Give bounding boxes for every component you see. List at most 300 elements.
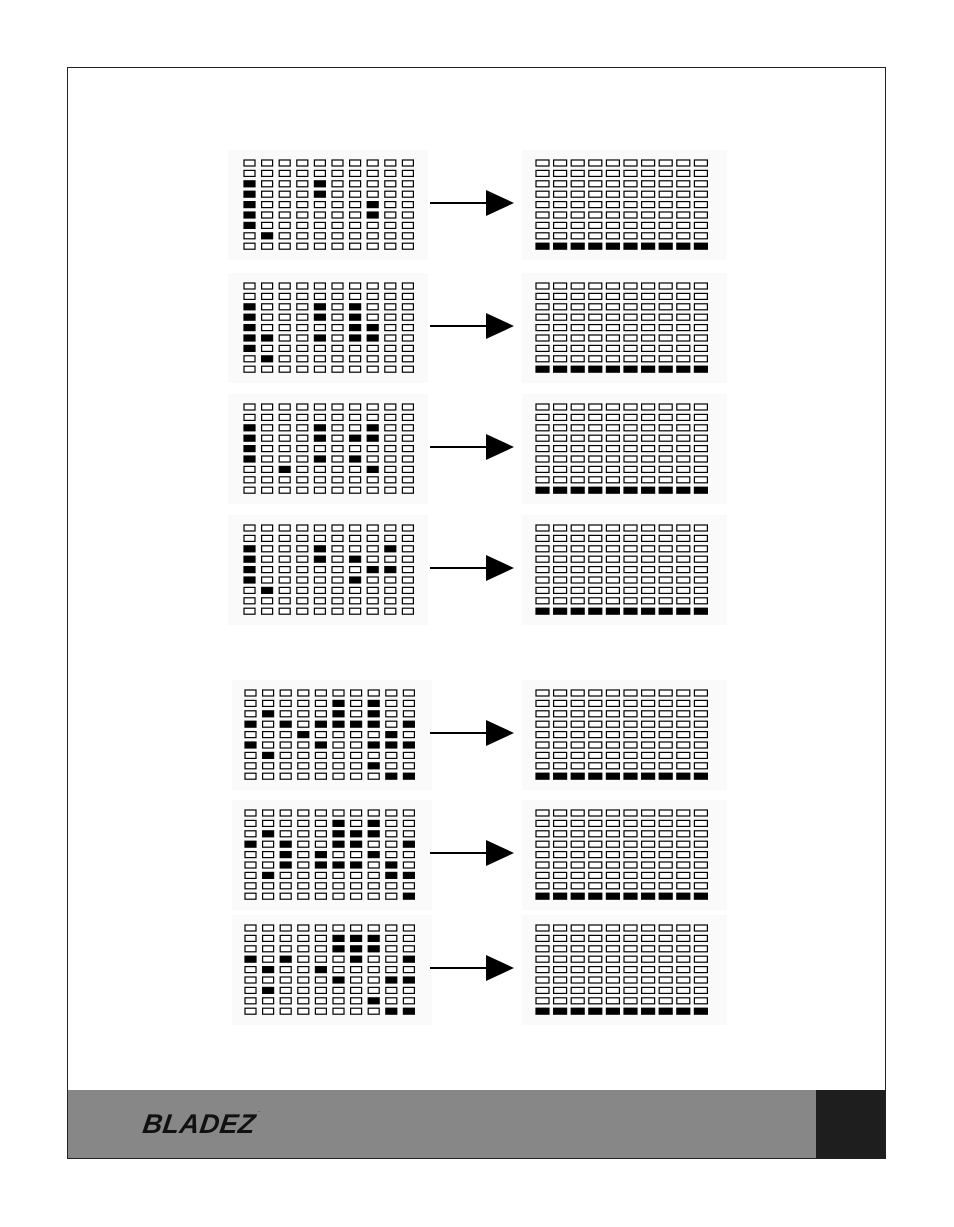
led-cell-off bbox=[280, 700, 291, 706]
led-cell-off bbox=[280, 872, 291, 878]
led-cell-off bbox=[245, 711, 256, 717]
led-cell-off bbox=[571, 212, 584, 218]
led-cell-off bbox=[332, 556, 343, 562]
led-cell-off bbox=[536, 222, 549, 228]
led-cell-off bbox=[245, 752, 256, 758]
led-cell-off bbox=[677, 998, 690, 1004]
led-cell-off bbox=[554, 314, 567, 320]
led-cell-on bbox=[386, 977, 397, 983]
led-cell-off bbox=[350, 598, 361, 604]
led-cell-off bbox=[606, 721, 619, 727]
led-cell-off bbox=[385, 456, 396, 462]
led-cell-off bbox=[262, 293, 273, 299]
led-cell-off bbox=[315, 872, 326, 878]
led-cell-off bbox=[571, 345, 584, 351]
led-cell-off bbox=[332, 525, 343, 531]
led-cell-off bbox=[642, 820, 655, 826]
led-cell-off bbox=[297, 293, 308, 299]
led-cell-off bbox=[315, 752, 326, 758]
led-cell-off bbox=[606, 466, 619, 472]
led-cell-off bbox=[386, 721, 397, 727]
led-cell-off bbox=[333, 732, 344, 738]
led-cell-off bbox=[694, 752, 707, 758]
led-cell-off bbox=[350, 425, 361, 431]
led-cell-off bbox=[263, 700, 274, 706]
led-cell-off bbox=[368, 977, 379, 983]
led-cell-off bbox=[589, 872, 602, 878]
led-cell-on bbox=[403, 977, 414, 983]
led-cell-off bbox=[606, 425, 619, 431]
led-cell-off bbox=[314, 366, 325, 372]
led-cell-on bbox=[368, 831, 379, 837]
led-cell-off bbox=[694, 831, 707, 837]
led-cell-off bbox=[659, 567, 672, 573]
led-cell-off bbox=[694, 872, 707, 878]
led-cell-on bbox=[244, 446, 255, 452]
led-cell-off bbox=[351, 852, 362, 858]
led-cell-off bbox=[297, 170, 308, 176]
led-cell-on bbox=[571, 243, 584, 249]
led-cell-off bbox=[297, 477, 308, 483]
led-cell-off bbox=[245, 893, 256, 899]
led-cell-off bbox=[279, 414, 290, 420]
led-cell-off bbox=[554, 283, 567, 289]
led-cell-off bbox=[694, 191, 707, 197]
led-cell-on bbox=[694, 487, 707, 493]
led-cell-on bbox=[314, 456, 325, 462]
led-cell-off bbox=[536, 212, 549, 218]
led-cell-off bbox=[536, 435, 549, 441]
led-cell-off bbox=[386, 700, 397, 706]
led-cell-on bbox=[350, 556, 361, 562]
led-cell-off bbox=[606, 325, 619, 331]
led-cell-off bbox=[298, 752, 309, 758]
led-cell-off bbox=[263, 1008, 274, 1014]
led-cell-off bbox=[694, 293, 707, 299]
led-cell-on bbox=[262, 233, 273, 239]
led-cell-off bbox=[624, 293, 637, 299]
led-cell-on bbox=[659, 608, 672, 614]
led-cell-off bbox=[297, 283, 308, 289]
led-cell-off bbox=[624, 304, 637, 310]
led-cell-on bbox=[536, 893, 549, 899]
led-cell-off bbox=[536, 233, 549, 239]
led-cell-off bbox=[694, 577, 707, 583]
led-cell-off bbox=[571, 831, 584, 837]
led-cell-off bbox=[571, 283, 584, 289]
led-cell-off bbox=[385, 345, 396, 351]
led-cell-on bbox=[244, 212, 255, 218]
led-cell-off bbox=[350, 567, 361, 573]
led-cell-off bbox=[262, 414, 273, 420]
led-cell-off bbox=[367, 446, 378, 452]
led-cell-off bbox=[571, 711, 584, 717]
led-cell-off bbox=[642, 335, 655, 341]
led-cell-off bbox=[386, 925, 397, 931]
led-cell-on bbox=[659, 243, 672, 249]
led-cell-off bbox=[571, 987, 584, 993]
led-cell-off bbox=[589, 233, 602, 239]
led-cell-on bbox=[263, 752, 274, 758]
led-cell-off bbox=[642, 752, 655, 758]
led-cell-off bbox=[315, 987, 326, 993]
led-cell-off bbox=[350, 525, 361, 531]
led-cell-off bbox=[263, 977, 274, 983]
led-cell-off bbox=[333, 690, 344, 696]
led-cell-on bbox=[350, 435, 361, 441]
led-cell-off bbox=[332, 222, 343, 228]
led-cell-off bbox=[332, 160, 343, 166]
led-cell-off bbox=[606, 925, 619, 931]
led-cell-on bbox=[403, 956, 414, 962]
led-cell-off bbox=[589, 446, 602, 452]
led-cell-off bbox=[368, 1008, 379, 1014]
led-cell-off bbox=[244, 487, 255, 493]
led-cell-off bbox=[314, 414, 325, 420]
led-cell-off bbox=[245, 883, 256, 889]
led-cell-off bbox=[606, 435, 619, 441]
led-cell-off bbox=[245, 1008, 256, 1014]
led-cell-off bbox=[315, 773, 326, 779]
led-cell-off bbox=[298, 1008, 309, 1014]
led-cell-off bbox=[571, 935, 584, 941]
led-cell-off bbox=[368, 773, 379, 779]
led-cell-off bbox=[280, 831, 291, 837]
led-cell-off bbox=[624, 852, 637, 858]
led-cell-on bbox=[333, 862, 344, 868]
led-cell-off bbox=[642, 345, 655, 351]
led-cell-off bbox=[624, 325, 637, 331]
led-cell-off bbox=[589, 435, 602, 441]
led-cell-off bbox=[589, 466, 602, 472]
led-cell-on bbox=[386, 862, 397, 868]
led-cell-on bbox=[606, 366, 619, 372]
led-cell-off bbox=[350, 345, 361, 351]
led-cell-off bbox=[659, 883, 672, 889]
led-cell-off bbox=[245, 872, 256, 878]
led-cell-off bbox=[402, 345, 413, 351]
led-cell-on bbox=[624, 773, 637, 779]
led-cell-on bbox=[333, 700, 344, 706]
led-cell-off bbox=[297, 160, 308, 166]
led-cell-off bbox=[554, 456, 567, 462]
led-cell-off bbox=[333, 752, 344, 758]
led-cell-on bbox=[314, 435, 325, 441]
led-cell-off bbox=[314, 404, 325, 410]
led-cell-off bbox=[624, 435, 637, 441]
led-cell-off bbox=[385, 243, 396, 249]
led-cell-off bbox=[554, 477, 567, 483]
led-cell-off bbox=[571, 446, 584, 452]
led-cell-off bbox=[677, 293, 690, 299]
led-cell-off bbox=[677, 742, 690, 748]
led-cell-off bbox=[606, 222, 619, 228]
led-cell-off bbox=[403, 998, 414, 1004]
led-cell-off bbox=[694, 466, 707, 472]
led-cell-off bbox=[677, 233, 690, 239]
led-cell-off bbox=[606, 170, 619, 176]
led-cell-off bbox=[536, 732, 549, 738]
led-cell-off bbox=[677, 711, 690, 717]
led-cell-off bbox=[554, 956, 567, 962]
led-cell-off bbox=[351, 977, 362, 983]
led-cell-off bbox=[642, 721, 655, 727]
led-cell-off bbox=[262, 446, 273, 452]
led-cell-off bbox=[386, 690, 397, 696]
led-cell-on bbox=[642, 893, 655, 899]
arrow-right-icon bbox=[486, 955, 514, 981]
led-cell-off bbox=[694, 732, 707, 738]
led-cell-off bbox=[536, 831, 549, 837]
diagram-row bbox=[228, 394, 727, 504]
led-cell-on bbox=[589, 893, 602, 899]
led-cell-off bbox=[297, 466, 308, 472]
led-cell-on bbox=[315, 862, 326, 868]
led-cell-off bbox=[315, 925, 326, 931]
led-cell-off bbox=[536, 883, 549, 889]
led-cell-off bbox=[536, 820, 549, 826]
led-cell-off bbox=[297, 222, 308, 228]
led-cell-off bbox=[677, 763, 690, 769]
led-cell-off bbox=[402, 425, 413, 431]
led-cell-on bbox=[244, 202, 255, 208]
led-cell-off bbox=[589, 191, 602, 197]
led-cell-off bbox=[280, 998, 291, 1004]
led-cell-off bbox=[262, 477, 273, 483]
led-cell-on bbox=[244, 577, 255, 583]
led-cell-off bbox=[350, 587, 361, 593]
led-cell-off bbox=[403, 852, 414, 858]
led-cell-off bbox=[297, 233, 308, 239]
led-cell-on bbox=[403, 841, 414, 847]
led-cell-on bbox=[368, 820, 379, 826]
led-cell-off bbox=[694, 335, 707, 341]
led-cell-off bbox=[624, 742, 637, 748]
led-cell-off bbox=[298, 893, 309, 899]
led-cell-off bbox=[402, 160, 413, 166]
led-cell-off bbox=[298, 841, 309, 847]
led-cell-off bbox=[386, 763, 397, 769]
led-cell-off bbox=[385, 222, 396, 228]
led-cell-off bbox=[606, 841, 619, 847]
led-cell-off bbox=[554, 335, 567, 341]
led-cell-on bbox=[624, 893, 637, 899]
led-cell-off bbox=[262, 425, 273, 431]
led-cell-on bbox=[333, 711, 344, 717]
led-cell-off bbox=[350, 181, 361, 187]
led-cell-off bbox=[263, 841, 274, 847]
led-cell-off bbox=[244, 414, 255, 420]
led-cell-off bbox=[536, 181, 549, 187]
led-cell-off bbox=[332, 243, 343, 249]
led-cell-off bbox=[642, 732, 655, 738]
led-cell-off bbox=[297, 414, 308, 420]
led-cell-off bbox=[279, 446, 290, 452]
led-cell-off bbox=[571, 732, 584, 738]
led-cell-off bbox=[245, 763, 256, 769]
led-cell-off bbox=[536, 170, 549, 176]
led-cell-off bbox=[624, 356, 637, 362]
led-cell-off bbox=[642, 925, 655, 931]
led-cell-off bbox=[351, 763, 362, 769]
led-cell-off bbox=[350, 283, 361, 289]
led-cell-off bbox=[606, 456, 619, 462]
led-cell-off bbox=[315, 763, 326, 769]
led-cell-off bbox=[659, 946, 672, 952]
led-cell-off bbox=[402, 435, 413, 441]
led-cell-off bbox=[367, 404, 378, 410]
led-cell-off bbox=[624, 690, 637, 696]
led-cell-off bbox=[624, 456, 637, 462]
led-cell-on bbox=[315, 742, 326, 748]
led-cell-on bbox=[606, 773, 619, 779]
led-cell-off bbox=[659, 841, 672, 847]
led-cell-off bbox=[624, 191, 637, 197]
led-cell-off bbox=[659, 977, 672, 983]
led-cell-on bbox=[386, 773, 397, 779]
led-cell-off bbox=[536, 935, 549, 941]
led-cell-off bbox=[279, 435, 290, 441]
led-cell-off bbox=[606, 202, 619, 208]
led-cell-on bbox=[589, 366, 602, 372]
diagram-row bbox=[232, 800, 727, 910]
panel-before-bg bbox=[232, 800, 432, 910]
led-cell-off bbox=[385, 446, 396, 452]
led-cell-off bbox=[677, 404, 690, 410]
led-cell-off bbox=[279, 456, 290, 462]
led-cell-on bbox=[642, 608, 655, 614]
led-cell-off bbox=[298, 700, 309, 706]
led-cell-off bbox=[368, 872, 379, 878]
led-cell-off bbox=[589, 690, 602, 696]
led-cell-off bbox=[245, 732, 256, 738]
led-cell-on bbox=[244, 304, 255, 310]
led-cell-off bbox=[350, 293, 361, 299]
led-cell-on bbox=[368, 935, 379, 941]
led-cell-off bbox=[606, 283, 619, 289]
led-cell-off bbox=[589, 883, 602, 889]
led-cell-off bbox=[262, 487, 273, 493]
led-cell-on bbox=[244, 222, 255, 228]
led-cell-off bbox=[314, 466, 325, 472]
led-cell-on bbox=[385, 567, 396, 573]
led-cell-off bbox=[642, 935, 655, 941]
led-cell-off bbox=[589, 404, 602, 410]
led-cell-off bbox=[659, 356, 672, 362]
led-cell-on bbox=[280, 841, 291, 847]
led-cell-off bbox=[554, 810, 567, 816]
led-cell-off bbox=[659, 967, 672, 973]
led-cell-off bbox=[333, 742, 344, 748]
led-cell-on bbox=[314, 425, 325, 431]
arrow-right-icon bbox=[486, 555, 514, 581]
led-cell-off bbox=[589, 831, 602, 837]
led-cell-off bbox=[298, 977, 309, 983]
led-cell-off bbox=[402, 335, 413, 341]
led-cell-off bbox=[314, 345, 325, 351]
led-cell-on bbox=[694, 1008, 707, 1014]
led-cell-off bbox=[536, 598, 549, 604]
led-cell-off bbox=[589, 598, 602, 604]
led-cell-off bbox=[367, 546, 378, 552]
led-cell-off bbox=[571, 852, 584, 858]
led-cell-off bbox=[589, 742, 602, 748]
led-cell-off bbox=[385, 608, 396, 614]
led-cell-off bbox=[606, 535, 619, 541]
led-cell-off bbox=[694, 810, 707, 816]
led-cell-off bbox=[386, 935, 397, 941]
led-cell-off bbox=[571, 466, 584, 472]
led-cell-off bbox=[606, 690, 619, 696]
led-cell-off bbox=[536, 967, 549, 973]
led-cell-off bbox=[332, 608, 343, 614]
led-cell-off bbox=[659, 935, 672, 941]
led-cell-off bbox=[244, 366, 255, 372]
led-cell-on bbox=[351, 831, 362, 837]
led-cell-on bbox=[244, 425, 255, 431]
led-cell-off bbox=[571, 862, 584, 868]
led-cell-on bbox=[333, 841, 344, 847]
led-cell-off bbox=[606, 314, 619, 320]
led-cell-off bbox=[536, 283, 549, 289]
led-cell-off bbox=[694, 345, 707, 351]
led-cell-off bbox=[332, 345, 343, 351]
led-cell-off bbox=[332, 535, 343, 541]
led-cell-off bbox=[554, 598, 567, 604]
led-cell-off bbox=[642, 852, 655, 858]
led-cell-off bbox=[624, 404, 637, 410]
led-cell-off bbox=[606, 598, 619, 604]
led-cell-off bbox=[694, 700, 707, 706]
led-cell-off bbox=[642, 810, 655, 816]
led-cell-off bbox=[677, 852, 690, 858]
led-cell-off bbox=[262, 546, 273, 552]
led-cell-off bbox=[245, 925, 256, 931]
led-cell-on bbox=[694, 773, 707, 779]
led-cell-on bbox=[351, 946, 362, 952]
led-cell-off bbox=[589, 414, 602, 420]
led-cell-off bbox=[554, 577, 567, 583]
led-cell-off bbox=[350, 446, 361, 452]
led-cell-off bbox=[351, 742, 362, 748]
led-cell-off bbox=[606, 233, 619, 239]
led-cell-on bbox=[368, 763, 379, 769]
led-cell-off bbox=[642, 456, 655, 462]
led-cell-off bbox=[367, 577, 378, 583]
led-cell-off bbox=[297, 191, 308, 197]
led-cell-off bbox=[385, 414, 396, 420]
led-cell-off bbox=[536, 946, 549, 952]
led-cell-off bbox=[571, 587, 584, 593]
led-cell-off bbox=[244, 283, 255, 289]
led-cell-off bbox=[297, 356, 308, 362]
led-cell-off bbox=[315, 841, 326, 847]
led-cell-off bbox=[279, 283, 290, 289]
led-cell-off bbox=[350, 366, 361, 372]
led-cell-on bbox=[263, 831, 274, 837]
led-cell-off bbox=[298, 711, 309, 717]
led-cell-off bbox=[279, 304, 290, 310]
led-cell-off bbox=[297, 525, 308, 531]
led-cell-off bbox=[554, 998, 567, 1004]
led-cell-off bbox=[536, 810, 549, 816]
led-cell-off bbox=[694, 314, 707, 320]
led-cell-on bbox=[367, 435, 378, 441]
led-cell-off bbox=[571, 202, 584, 208]
led-cell-on bbox=[245, 956, 256, 962]
led-cell-off bbox=[694, 567, 707, 573]
led-cell-off bbox=[262, 325, 273, 331]
